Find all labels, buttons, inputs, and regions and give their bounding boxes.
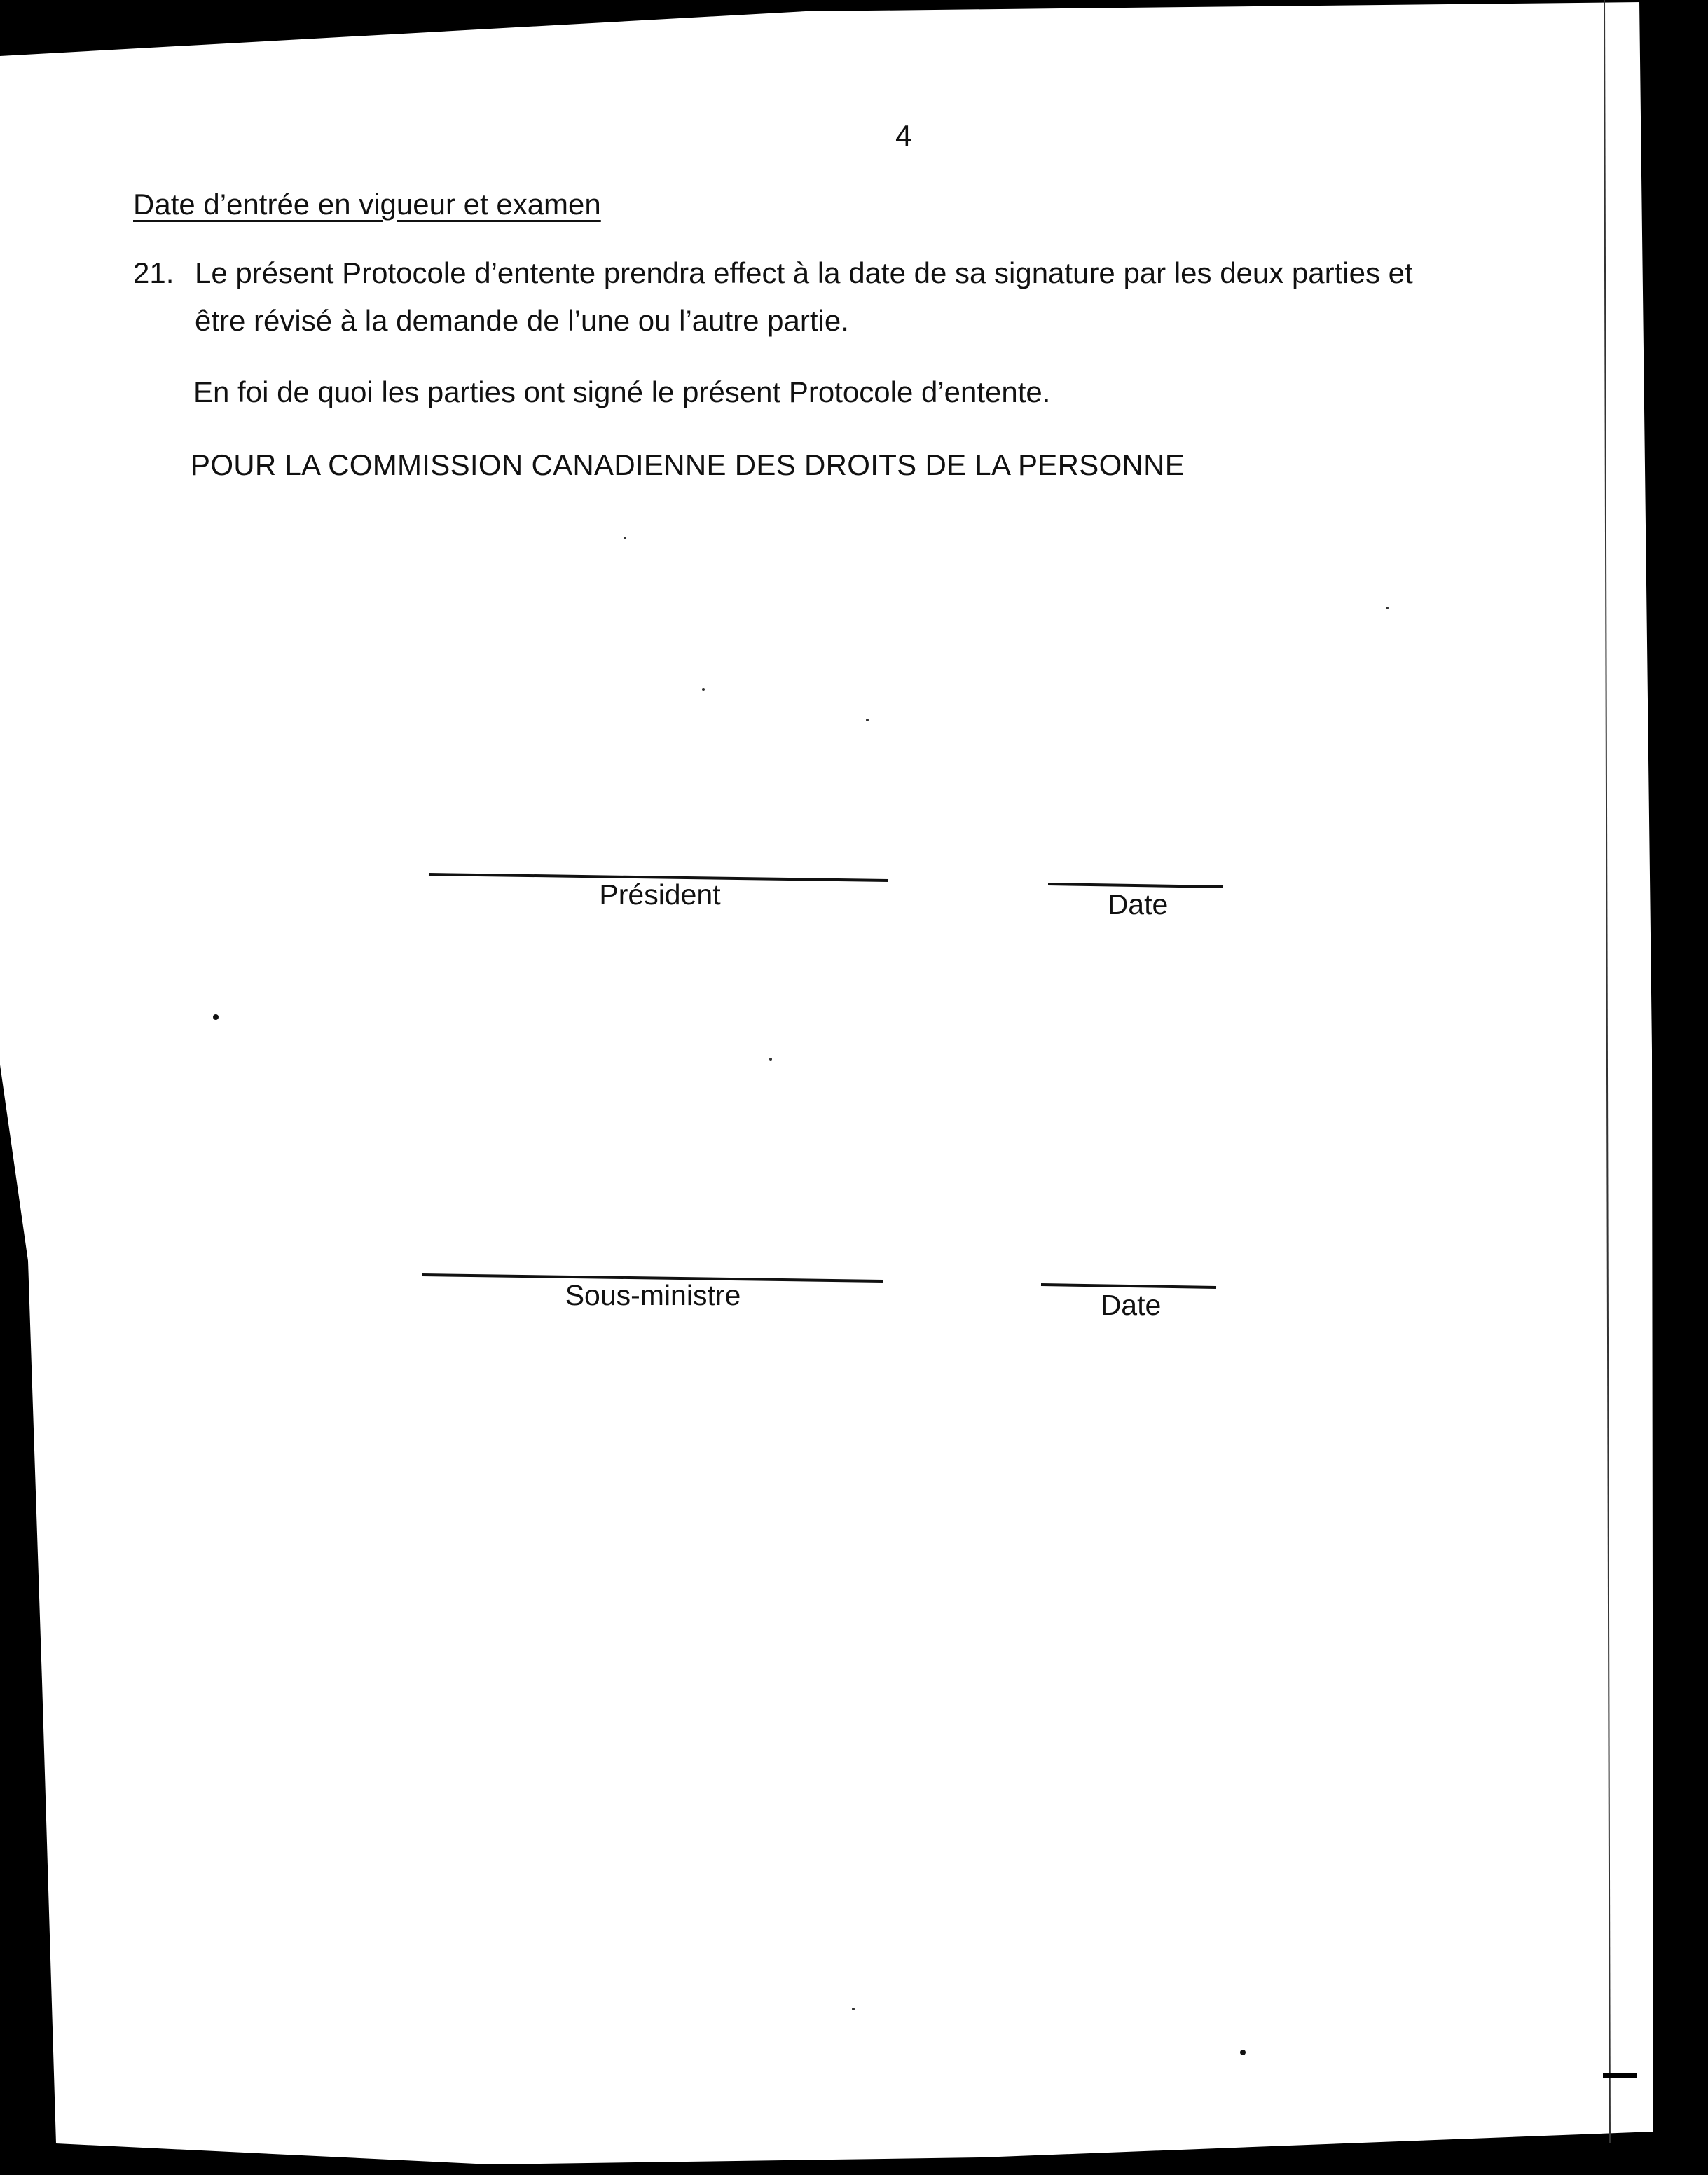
scan-speck: [769, 1058, 772, 1061]
scan-speck: [852, 2008, 855, 2010]
witness-statement: En foi de quoi les parties ont signé le présent Protocole d’entente.: [193, 375, 1051, 408]
commission-heading: POUR LA COMMISSION CANADIENNE DES DROITS DE LA PERSONNE: [191, 448, 1185, 481]
date-label-2: Date: [1100, 1289, 1162, 1321]
section-heading: Date d’entrée en vigueur et examen: [133, 188, 601, 221]
scan-speck: [866, 719, 869, 721]
scan-right-paper-line: [1604, 0, 1610, 2143]
clause-number: 21.: [133, 256, 174, 289]
date1-signature-line: [1048, 884, 1223, 887]
president-label: Président: [599, 878, 721, 911]
scan-speck: [1386, 607, 1389, 609]
scan-speck: [213, 1014, 219, 1020]
page-number: 4: [895, 119, 912, 152]
date-label-1: Date: [1107, 888, 1169, 920]
date2-signature-line: [1041, 1285, 1216, 1287]
clause-text-line-1: Le présent Protocole d’entente prendra effect à la date de sa signature par les deux parties et: [195, 256, 1413, 289]
scan-speck: [624, 537, 626, 539]
clause-text-line-2: être révisé à la demande de l’une ou l’autre partie.: [195, 304, 849, 337]
sous-ministre-label: Sous-ministre: [565, 1279, 741, 1311]
scan-right-edge: [1639, 0, 1708, 2175]
scan-speck: [702, 688, 705, 691]
scan-top-edge: [0, 0, 1708, 56]
scan-speck: [1240, 2050, 1246, 2055]
scan-bottom-right-corner: [1603, 2073, 1637, 2078]
